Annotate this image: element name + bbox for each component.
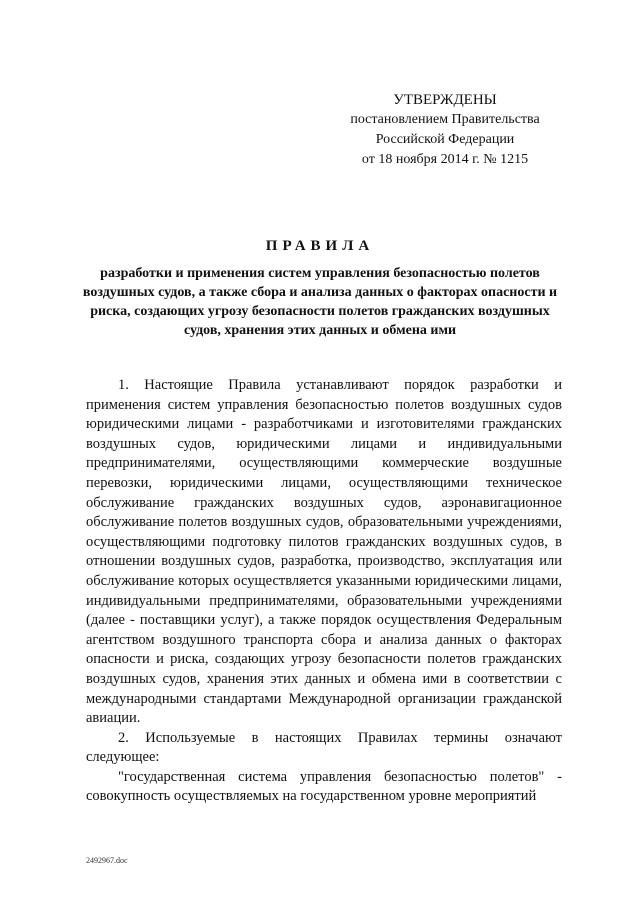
approval-heading: УТВЕРЖДЕНЫ [393, 92, 497, 108]
approval-block [340, 90, 550, 170]
paragraph-3: "государственная система управления безопасностью полетов" - совокупность осуществляемых на государственном уровне мероприятий [86, 768, 562, 805]
approval-line-3: от 18 ноября 2014 г. № 1215 [361, 152, 529, 167]
paragraph-1: 1. Настоящие Правила устанавливают порядок разработки и применения систем управления безопасностью полетов воздушных судов юридическими лицами - разработчиками и изготовителями гражданских воздушных судов, юридическими лицами и индивидуальными предпринимателями, осуществляющими коммерческие воздушные перевозки, юридическими лицами, осуществляющими техническое обслуживание гражданских воздушных судов, аэронавигационное обслуживание полетов воздушных судов, образовательными учреждениями, осуществляющими подготовку пилотов гражданских воздушных судов, в отношении воздушных судов, разработка, производство, эксплуатация или обслуживание которых осуществляется указанными юридическими лицами, индивидуальными предпринимателями, образовательными учреждениями (далее - поставщики услуг), а также порядок осуществления Федеральным агентством воздушного транспорта сбора и анализа данных о факторах опасности и риска, создающих угрозу безопасности полетов гражданских воздушных судов, хранения этих данных и обмена ими в соответствии с международными стандартами Международной организации гражданской авиации. [86, 377, 562, 727]
document-body [86, 376, 562, 807]
document-subtitle: разработки и применения систем управления безопасностью полетов воздушных судов, а также сбора и анализа данных о факторах опасности и риска, создающих угрозу безопасности полетов гражданских воздушных судов, хранения этих данных и обмена ими [82, 266, 558, 338]
approval-line-1: постановлением Правительства [350, 112, 540, 127]
document-title: ПРАВИЛА [265, 238, 375, 254]
approval-line-2: Российской Федерации [375, 132, 515, 147]
file-name-footer: 2492967.doc [86, 856, 128, 865]
paragraph-2: 2. Используемые в настоящих Правилах термины означают следующее: [86, 729, 562, 766]
